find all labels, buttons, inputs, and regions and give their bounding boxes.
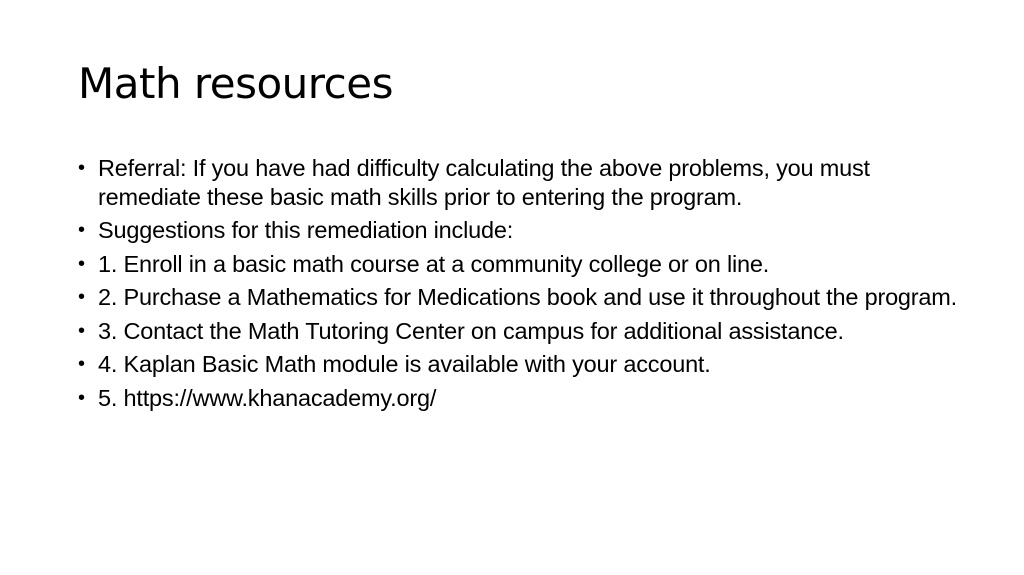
bullet-point-icon: • xyxy=(78,286,85,308)
bullet-point-icon: • xyxy=(78,319,85,342)
bullet-point-icon: • xyxy=(78,386,85,409)
bullet-item-enroll xyxy=(78,250,958,279)
bullet-point-icon: • xyxy=(78,219,85,241)
bullet-point-icon: • xyxy=(78,157,85,179)
bullet-item-tutoring-center xyxy=(78,317,958,346)
bullet-item-khan-academy xyxy=(78,384,958,413)
bullet-text: 2. Purchase a Mathematics for Medications book and use it throughout the program. xyxy=(98,284,958,310)
bullet-text: Suggestions for this remediation include: xyxy=(98,217,514,243)
bullet-text: 3. Contact the Math Tutoring Center on campus for additional assistance. xyxy=(98,317,844,344)
bullet-point-icon: • xyxy=(78,252,85,275)
khan-academy-link: 5. https://www.khanacademy.org/ xyxy=(98,384,437,411)
bullet-item-referral xyxy=(78,154,958,211)
slide-title: Math resources xyxy=(78,59,393,108)
bullet-item-kaplan xyxy=(78,350,958,379)
bullet-item-suggestions xyxy=(78,216,958,245)
bullet-text: 4. Kaplan Basic Math module is available with your account. xyxy=(98,351,711,377)
bullet-list xyxy=(78,154,958,417)
bullet-point-icon: • xyxy=(78,353,85,375)
bullet-item-purchase-book xyxy=(78,283,958,312)
bullet-text: Referral: If you have had difficulty calculating the above problems, you must remediate these basic math skills prior to entering the program. xyxy=(98,155,870,210)
bullet-text: 1. Enroll in a basic math course at a community college or on line. xyxy=(98,250,770,277)
